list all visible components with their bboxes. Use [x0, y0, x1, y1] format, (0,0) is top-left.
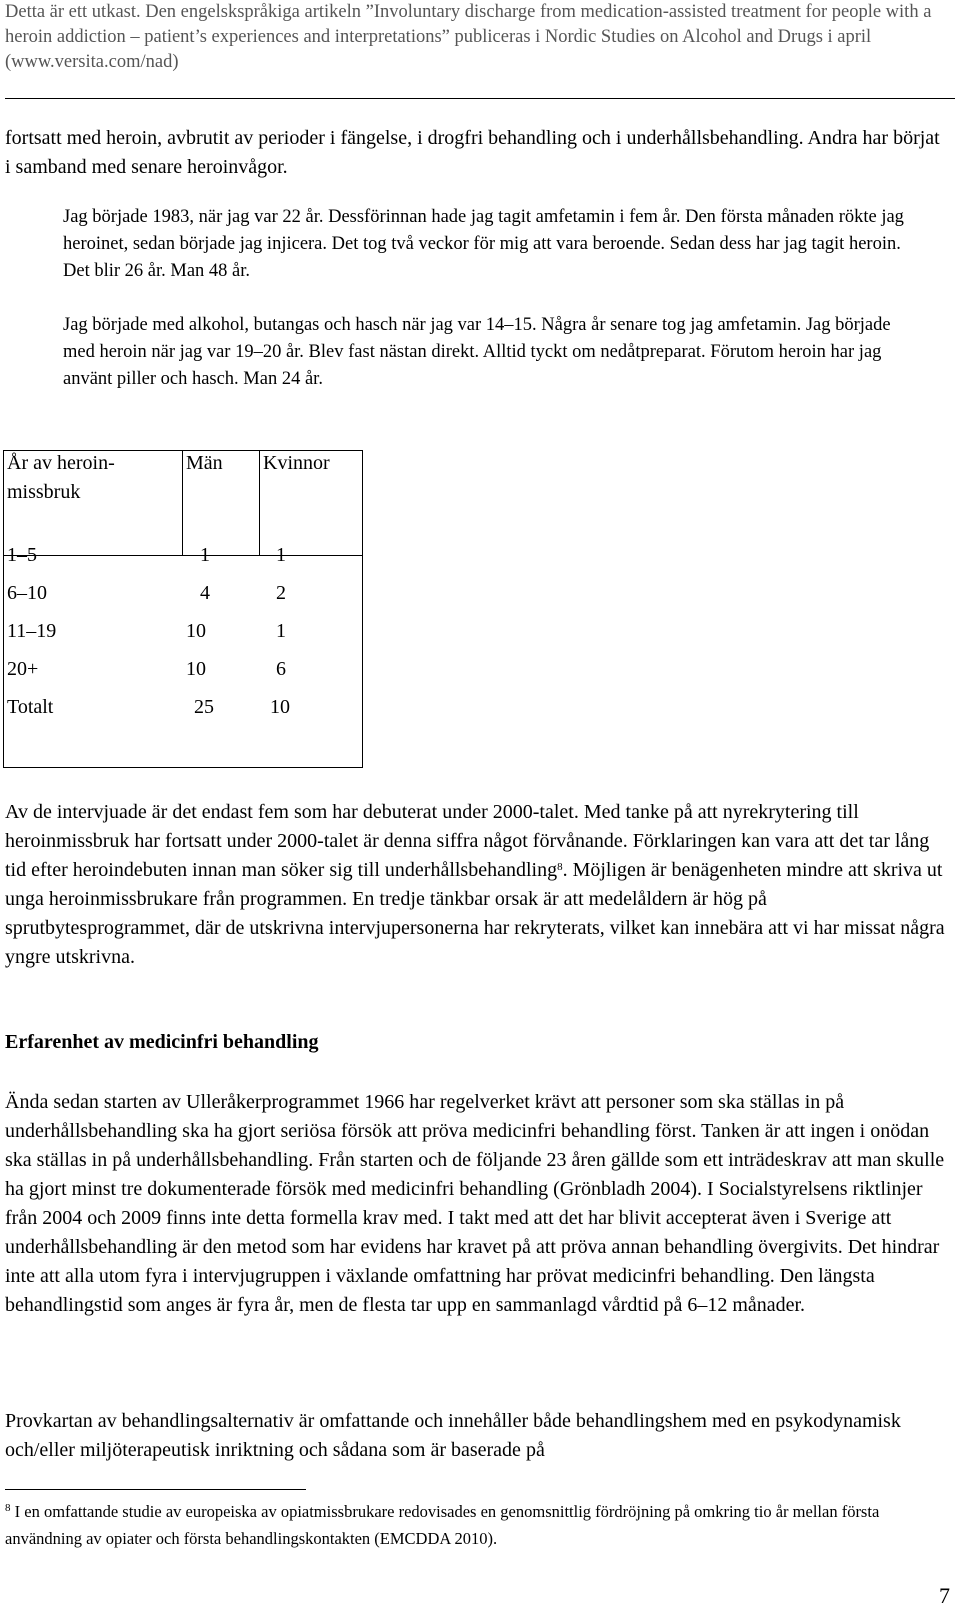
quote-interview-1: Jag började 1983, när jag var 22 år. Dessförinnan hade jag tagit amfetamin i fem år. Den första månaden rökte jag heroinet, sedan började jag injicera. Det tog två veckor för mig att vara beroende. Sedan dess har jag tagit heroin. Det blir 26 år. Man 48 år. [63, 207, 904, 281]
draft-header-note [5, 0, 950, 75]
table-col-divider-1 [182, 451, 183, 556]
table-cell-women: 6 [276, 658, 286, 680]
table-row-label: 11–19 [7, 620, 57, 642]
table-row-label: 20+ [7, 658, 39, 680]
page-number: 7 [939, 1583, 950, 1608]
journal-link[interactable]: www.versita.com/nad [11, 52, 173, 72]
footnote-reference[interactable]: 8 [557, 861, 563, 873]
table-cell-men: 1 [200, 544, 210, 566]
table-cell-men-total: 25 [194, 696, 214, 718]
draft-note-text: Detta är ett utkast. Den engelskspråkiga artikeln ”Involuntary discharge from medication-assisted treatment for people with a heroin addiction – patient’s experiences and interpretations” publiceras i Nordic Studies on Alcohol and Drugs i april ( [5, 2, 932, 72]
table-header-women: Kvinnor [263, 452, 330, 474]
footnote [5, 1498, 950, 1552]
table-row-label: 6–10 [7, 582, 47, 604]
table-header-years: År av heroin-missbruk [7, 452, 115, 503]
heroin-years-table [3, 450, 363, 768]
table-row-label-total: Totalt [7, 696, 54, 718]
table-cell-men: 4 [200, 582, 210, 604]
section-heading: Erfarenhet av medicinfri behandling [5, 1031, 319, 1053]
table-cell-women: 1 [276, 544, 286, 566]
table-cell-men: 10 [186, 658, 206, 680]
header-divider [5, 98, 955, 99]
table-cell-women-total: 10 [270, 696, 290, 718]
quote-interview-2: Jag började med alkohol, butangas och hasch när jag var 14–15. Några år senare tog jag amfetamin. Jag började med heroin när jag var 19–20 år. Blev fast nästan direkt. Alltid tyckt om nedåtpreparat. Förutom heroin har jag använt piller och hasch. Man 24 år. [63, 315, 891, 389]
table-cell-women: 2 [276, 582, 286, 604]
paragraph-debut-text-b: . Möjligen är benägenheten mindre att skriva ut unga heroinmissbrukare från programmen. En tredje tänkbar orsak är att medelåldern är hög på sprutbytesprogrammet, där de utskrivna intervjupersonerna har rekryterats, vilket kan innebära att vi har missat några yngre utskrivna. [5, 859, 945, 968]
footnote-divider [5, 1489, 306, 1490]
table-header-men: Män [186, 452, 223, 474]
table-col-divider-2 [259, 451, 260, 556]
paragraph-intro: fortsatt med heroin, avbrutit av perioder i fängelse, i drogfri behandling och i underhållsbehandling. Andra har börjat i samband med senare heroinvågor. [5, 127, 940, 178]
table-header-divider [4, 555, 362, 556]
paragraph-medication-free: Ända sedan starten av Ulleråkerprogrammet 1966 har regelverket krävt att personer som ska ställas in på underhållsbehandling ska ha gjort seriösa försök att pröva medicinfri behandling först. Tanken är att ingen i onödan ska ställas in på underhållsbehandling. Från starten och de följande 23 åren gällde som ett inträdeskrav att man skulle ha gjort minst tre dokumenterade försök med medicinfri behandling (Grönbladh 2004). I Socialstyrelsens riktlinjer från 2004 och 2009 finns inte detta formella krav med. I takt med att det har blivit accepterat även i Sverige att underhållsbehandling är den metod som har evidens har kravet på att pröva annan behandling övergivits. Det hindrar inte att alla utom fyra i intervjugruppen i växlande omfattning har prövat medicinfri behandling. Den längsta behandlingstid som anges är fyra år, men de flesta tar upp en sammanlagd vårdtid på 6–12 månader. [5, 1091, 945, 1316]
footnote-number: 8 [5, 1502, 11, 1514]
table-row-label: 1–5 [7, 544, 37, 566]
paragraph-debut [5, 798, 950, 972]
paragraph-debut-text-a: Av de intervjuade är det endast fem som har debuterat under 2000-talet. Med tanke på att nyrekrytering till heroinmissbruk har fortsatt under 2000-talet är denna siffra något förvånande. Förklaringen kan vara att det tar lång tid efter heroindebuten innan man söker sig till underhållsbehandling [5, 801, 930, 881]
footnote-text: I en omfattande studie av europeiska av opiatmissbrukare redovisades en genomsnittlig fördröjning på omkring tio år mellan första användning av opiater och första behandlingskontakten (EMCDDA 2010). [5, 1502, 880, 1548]
draft-note-suffix: ) [172, 52, 179, 72]
paragraph-alternatives: Provkartan av behandlingsalternativ är omfattande och innehåller både behandlingshem med en psykodynamisk och/eller miljöterapeutisk inriktning och sådana som är baserade på [5, 1410, 901, 1461]
table-cell-men: 10 [186, 620, 206, 642]
table-cell-women: 1 [276, 620, 286, 642]
